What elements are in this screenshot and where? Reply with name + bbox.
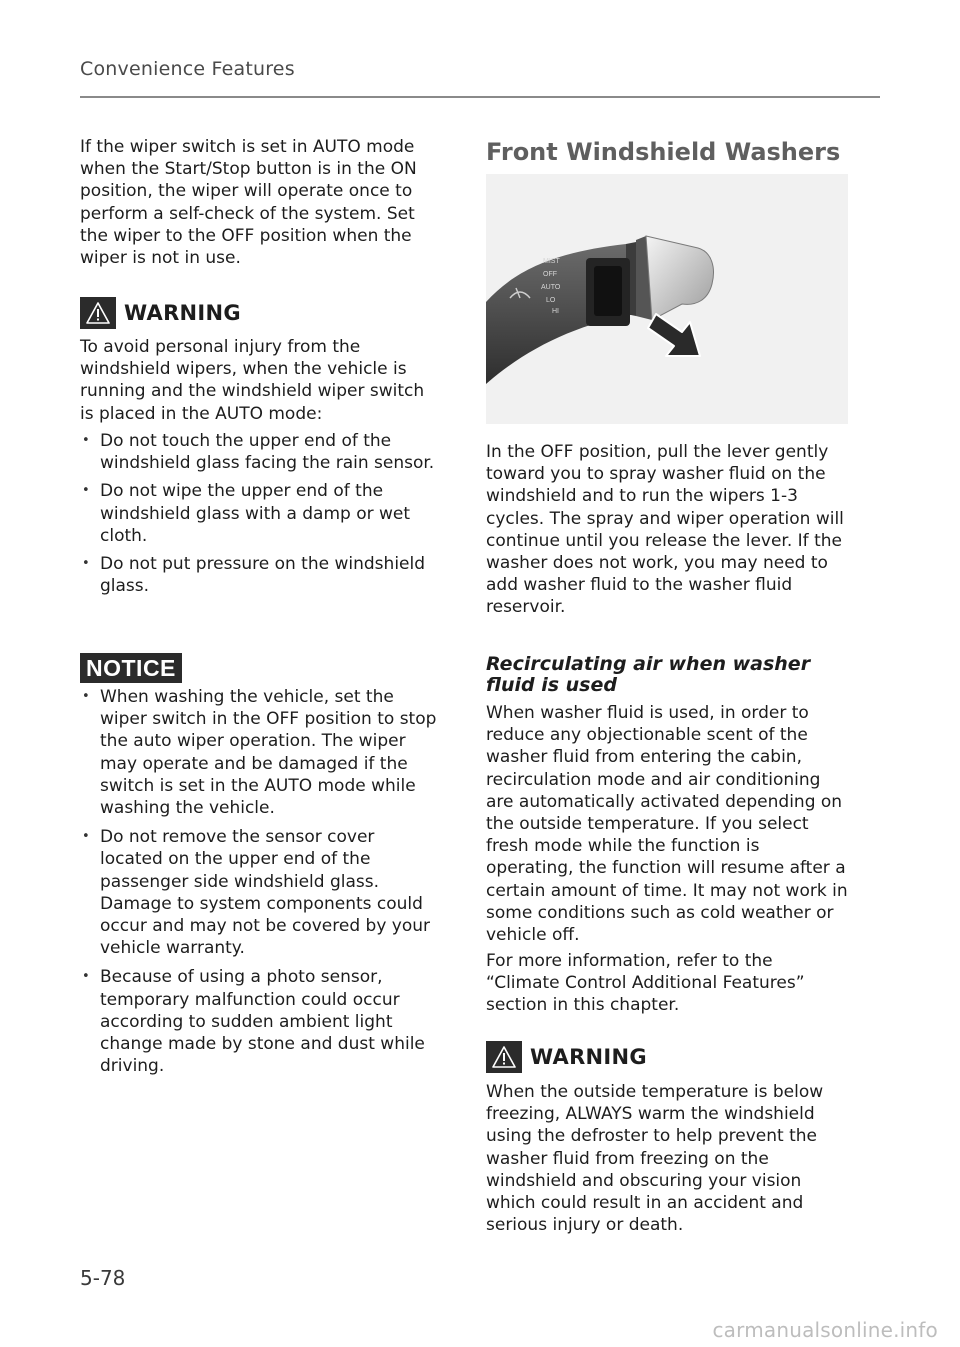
list-item: • Do not remove the sensor cover located on the upper end of the passenger side windshield glass. Damage to system components could occur and may not be covered by your vehicle warranty. [80, 826, 442, 959]
list-item: • Because of using a photo sensor, temporary malfunction could occur according to sudden ambient light change made by stone and dust while driving. [80, 966, 442, 1077]
switch-label-auto: AUTO [541, 284, 561, 291]
page-header-title: Convenience Features [80, 58, 295, 80]
notice-badge: NOTICE [80, 653, 182, 683]
switch-label-hi: HI [552, 308, 559, 315]
switch-label-mist: MIST [543, 258, 560, 265]
list-item: • Do not put pressure on the windshield glass. [80, 553, 442, 597]
washer-operation-text: In the OFF position, pull the lever gently toward you to spray washer fluid on the windshield and to run the wipers 1-3 cycles. The spray and wiper operation will continue until you release the lever. If the washer does not work, you may need to add washer fluid to the washer fluid reservoir. [486, 442, 844, 618]
wiper-lever-figure [486, 174, 848, 424]
list-item: • Do not wipe the upper end of the windshield glass with a damp or wet cloth. [80, 480, 442, 547]
list-item: • Do not touch the upper end of the windshield glass facing the rain sensor. [80, 430, 442, 474]
recirculation-subheading: Recirculating air when washer fluid is used [486, 653, 811, 696]
notice-bullet-list [80, 686, 442, 1077]
list-item: • When washing the vehicle, set the wiper switch in the OFF position to stop the auto wiper operation. The wiper may operate and be damaged if the switch is set in the AUTO mode while washing the vehicle. [80, 686, 442, 819]
warning-text-right: When the outside temperature is below freezing, ALWAYS warm the windshield using the defroster to help prevent the washer fluid from freezing on the windshield and obscuring your vision which could result in an accident and serious injury or death. [486, 1082, 824, 1236]
warning-heading-left [80, 297, 241, 329]
warning-triangle-icon [486, 1041, 522, 1073]
switch-label-lo: LO [546, 297, 556, 304]
warning-label: WARNING [530, 1045, 647, 1069]
switch-label-off: OFF [543, 271, 557, 278]
pull-direction-arrow-icon [648, 314, 700, 356]
auto-mode-intro: If the wiper switch is set in AUTO mode when the Start/Stop button is in the ON position, the wiper will operate once to perform a self-check of the system. Set the wiper to the OFF position when the wiper is not in use. [80, 137, 417, 269]
more-info-text: For more information, refer to the “Climate Control Additional Features” section in this chapter. [486, 951, 805, 1016]
recirculation-text: When washer fluid is used, in order to reduce any objectionable scent of the washer fluid from entering the cabin, recirculation mode and air conditioning are automatically activated depending on the outside temperature. If you select fresh mode while the function is operating, the function will resume after a certain amount of time. It may not work in some conditions such as cold weather or vehicle off. [486, 703, 848, 946]
warning-bullet-list-left [80, 430, 442, 597]
page-number: 5-78 [80, 1266, 126, 1290]
notice-heading [80, 653, 182, 683]
warning-triangle-icon [80, 297, 116, 329]
warning-text-left: To avoid personal injury from the windshield wipers, when the vehicle is running and the windshield wiper switch is placed in the AUTO mode: [80, 337, 425, 424]
wiper-lever-illustration [486, 174, 848, 424]
watermark: carmanualsonline.info [712, 1318, 938, 1342]
section-title: Front Windshield Washers [486, 138, 841, 166]
header-divider [80, 96, 880, 98]
warning-label: WARNING [124, 301, 241, 325]
warning-heading-right [486, 1041, 647, 1073]
